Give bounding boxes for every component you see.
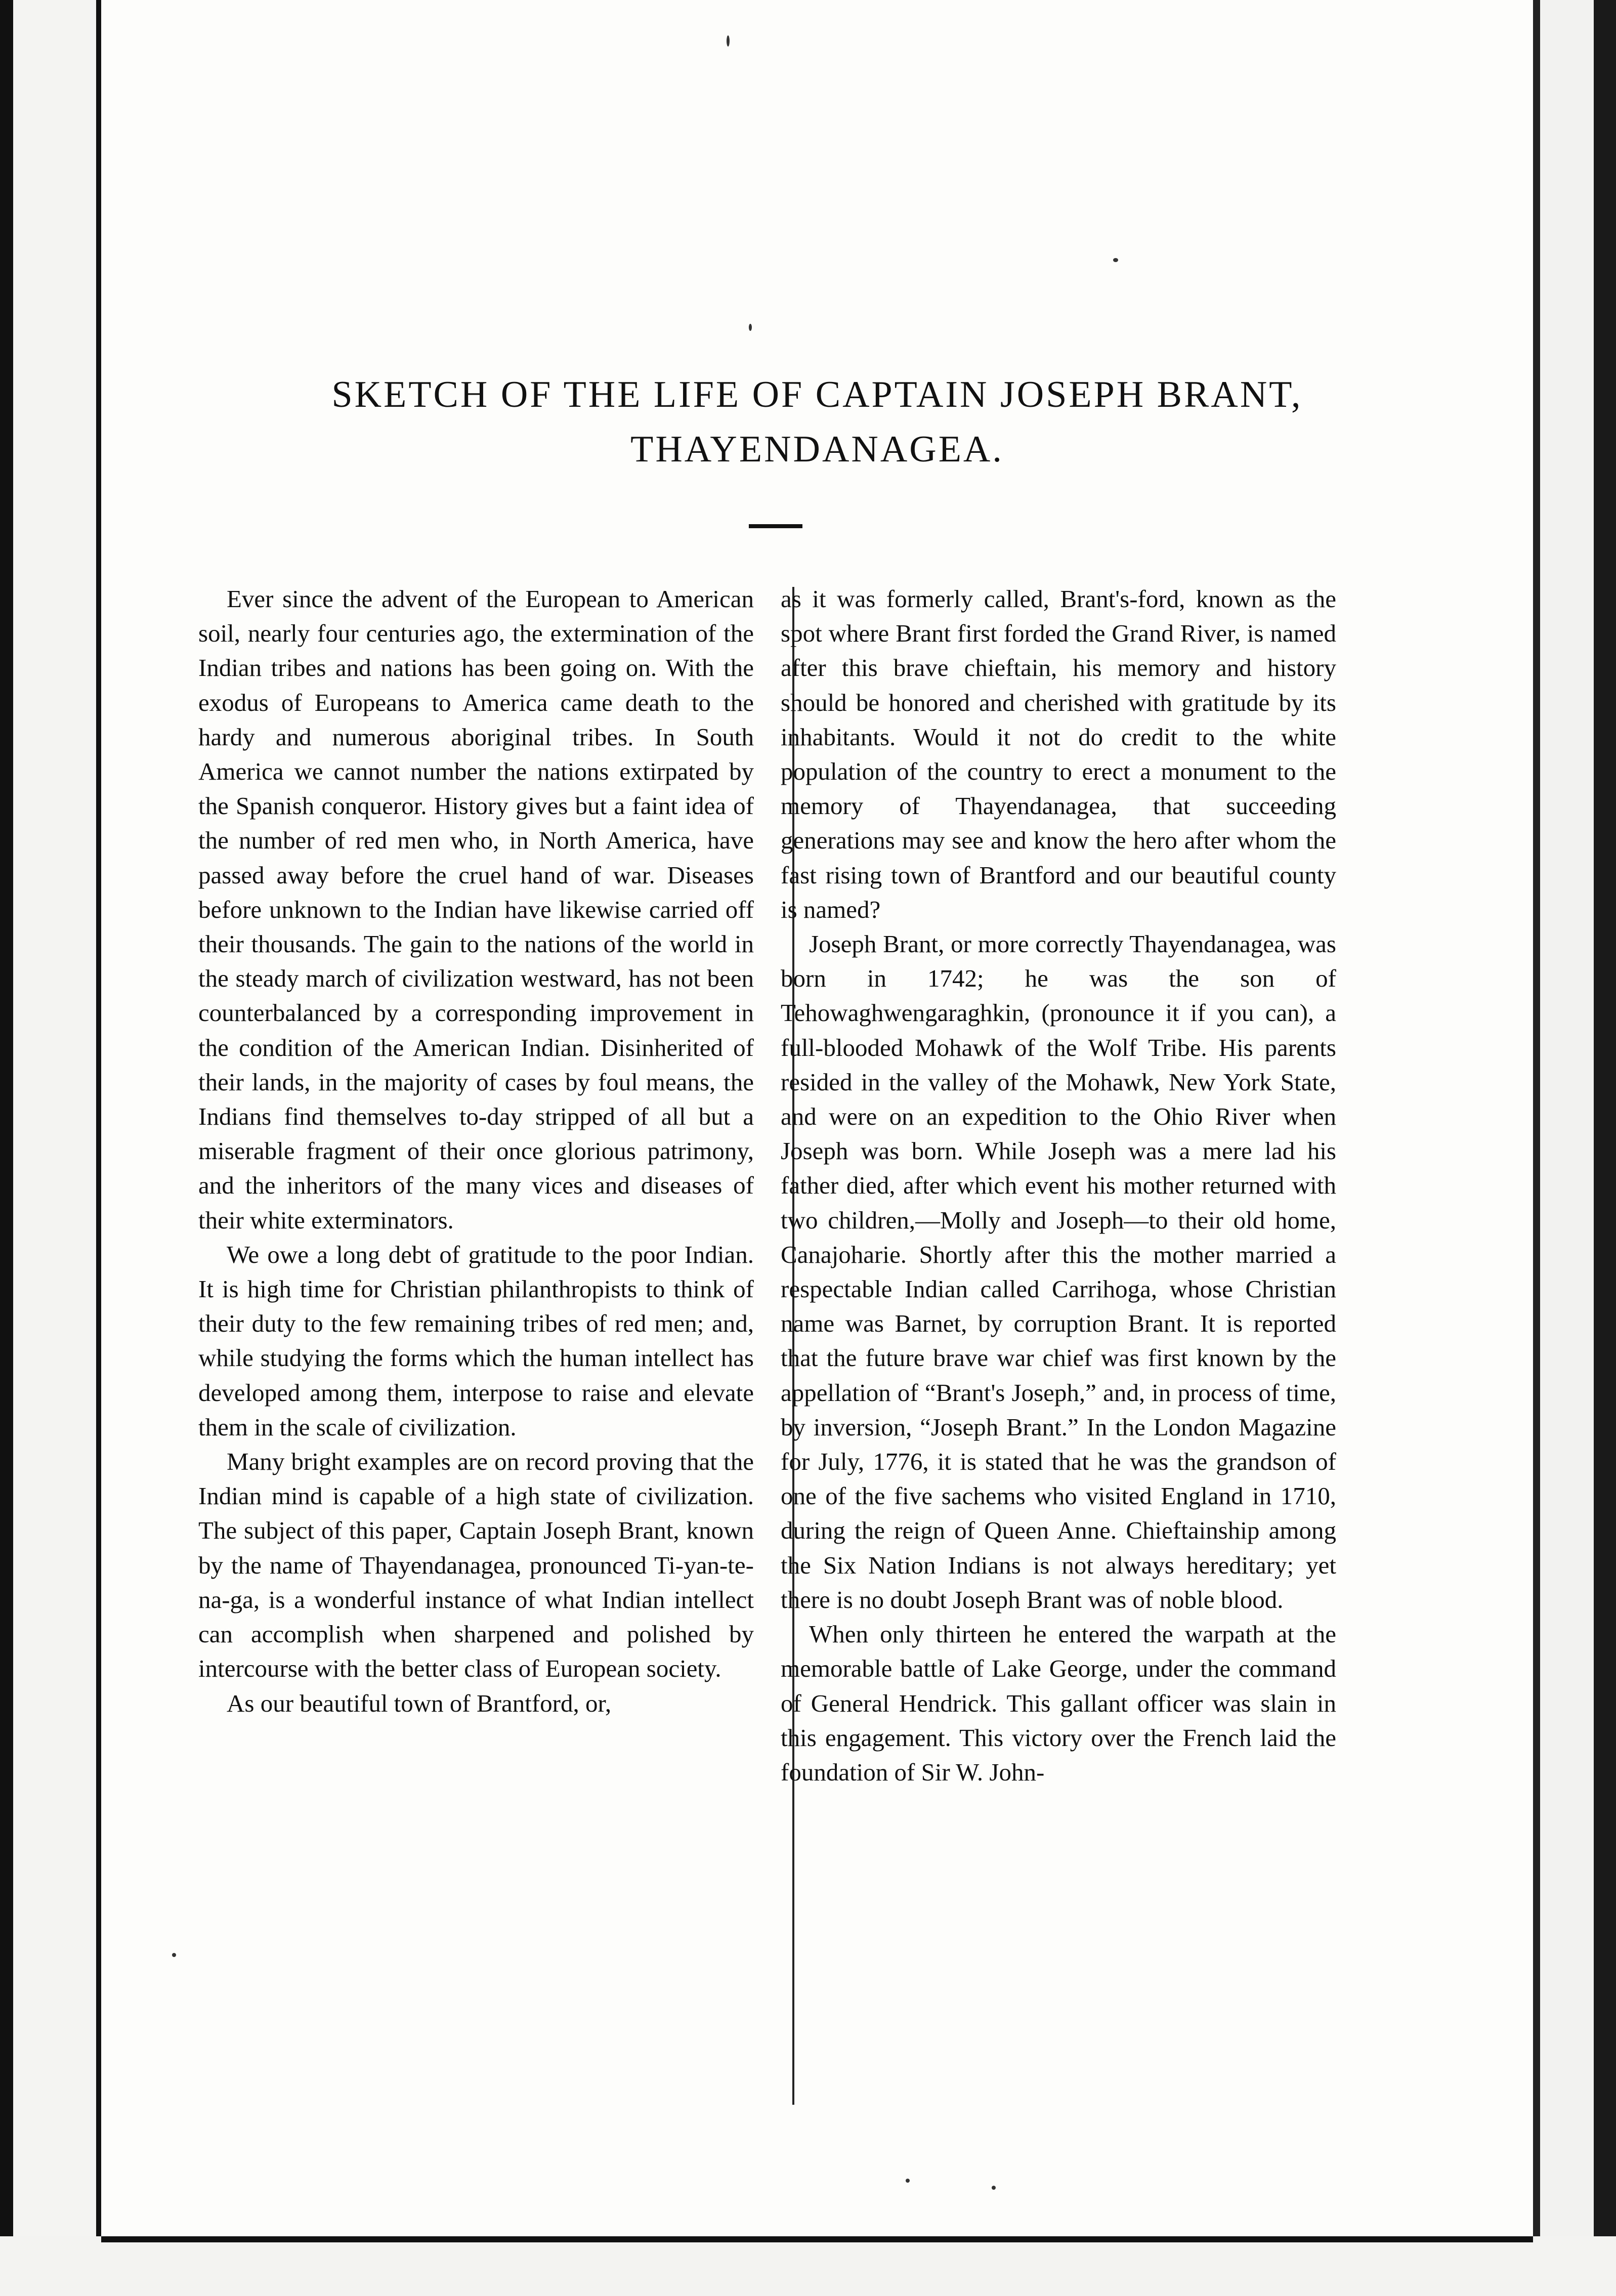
article-title-line-2: THAYENDANAGEA.: [630, 429, 1004, 470]
title-separator-rule: [749, 524, 802, 528]
page-edge-right: [1533, 0, 1540, 2296]
scan-right-margin: [1533, 0, 1616, 2296]
text-column-left: [198, 582, 754, 1721]
scan-border-right: [1594, 0, 1616, 2296]
scan-bottom-margin: [0, 2236, 1616, 2296]
scan-speck: [749, 324, 752, 331]
paragraph: Ever since the advent of the European to American soil, nearly four centuries ago, the extermination of the Indian tribes and nations has been going on. With the exodus of Europeans to America came death to the hardy and numerous aboriginal tribes. In South America we cannot number the nations extirpated by the Spanish conqueror. History gives but a faint idea of the number of red men who, in North America, have passed away before the cruel hand of war. Diseases before unknown to the Indian have likewise carried off their thousands. The gain to the nations of the world in the steady march of civilization westward, has not been counterbalanced by a corresponding improvement in the condition of the American Indian. Disinherited of their lands, in the majority of cases by foul means, the Indians find themselves to-day stripped of all but a miserable fragment of their once glorious patrimony, and the inheritors of the many vices and diseases of their white exterminators.: [198, 585, 754, 1234]
scan-border-left: [0, 0, 13, 2296]
paragraph: As our beautiful town of Brantford, or,: [227, 1689, 612, 1717]
text-column-right: [781, 582, 1336, 1790]
scan-left-margin: [0, 0, 101, 2296]
scan-speck: [172, 1953, 176, 1957]
paragraph: Joseph Brant, or more correctly Thayendanagea, was born in 1742; he was the son of Tehowaghwengaraghkin, (pronounce it if you can), a full-blooded Mohawk of the Wolf Tribe. His parents resided in the valley of the Mohawk, New York State, and were on an expedition to the Ohio River when Joseph was born. While Joseph was a mere lad his father died, after which event his mother returned with two children,—Molly and Joseph—to their old home, Canajoharie. Shortly after this the mother married a respectable Indian called Carrihoga, whose Christian name was Barnet, by corruption Brant. It is reported that the future brave war chief was first known by the appellation of “Brant's Joseph,” and, in process of time, by inversion, “Joseph Brant.” In the London Magazine for July, 1776, it is stated that he was the grandson of one of the five sachems who visited England in 1710, during the reign of Queen Anne. Chieftainship among the Six Nation Indians is not always hereditary; yet there is no doubt Joseph Brant was of noble blood.: [781, 930, 1336, 1613]
page-edge-bottom: [101, 2236, 1533, 2242]
book-page: [101, 0, 1533, 2236]
scan-speck: [992, 2186, 996, 2190]
paragraph: as it was formerly called, Brant's-ford, known as the spot where Brant first forded the Grand River, is named after this brave chieftain, his memory and history should be honored and cherished with gratitude by its inhabitants. Would it not do credit to the white population of the country to erect a monument to the memory of Thayendanagea, that succeeding generations may see and know the hero after whom the fast rising town of Brantford and our beautiful county is named?: [781, 585, 1336, 923]
scan-speck: [1113, 258, 1118, 262]
paragraph: We owe a long debt of gratitude to the poor Indian. It is high time for Christian philanthropists to think of their duty to the few remaining tribes of red men; and, while studying the forms which the human intellect has developed among them, interpose to raise and elevate them in the scale of civilization.: [198, 1240, 754, 1441]
paragraph: When only thirteen he entered the warpath at the memorable battle of Lake George, under the command of General Hendrick. This gallant officer was slain in this engagement. This victory over the French laid the foundation of Sir W. John-: [781, 1620, 1336, 1786]
paragraph: Many bright examples are on record proving that the Indian mind is capable of a high state of civilization. The subject of this paper, Captain Joseph Brant, known by the name of Thayendanagea, pronounced Ti-yan-te-na-ga, is a wonderful instance of what Indian intellect can accomplish when sharpened and polished by intercourse with the better class of European society.: [198, 1448, 754, 1683]
scan-speck: [906, 2179, 910, 2183]
article-title-line-1: SKETCH OF THE LIFE OF CAPTAIN JOSEPH BRANT,: [331, 374, 1303, 415]
scan-speck: [727, 35, 730, 47]
